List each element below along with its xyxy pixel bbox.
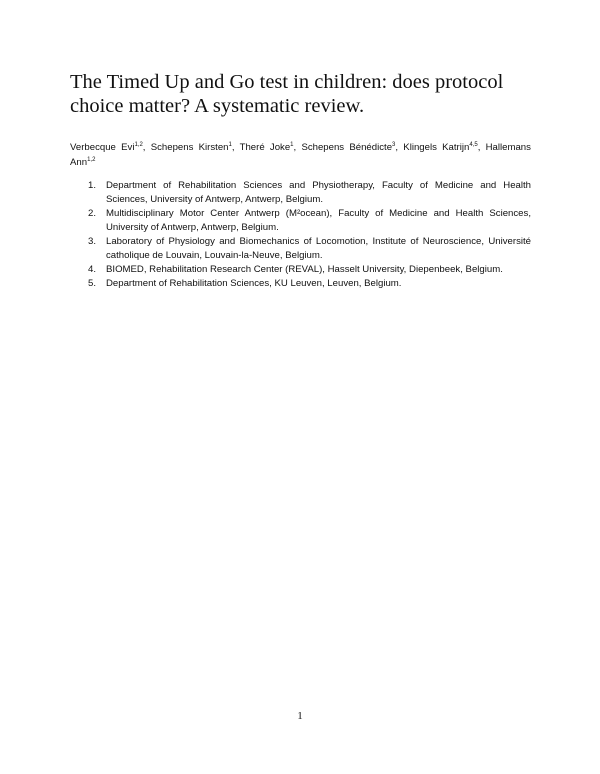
affiliation-number: 4. (88, 264, 97, 275)
affiliation-item (88, 235, 531, 263)
author-separator: , (142, 142, 151, 153)
affiliation-item (88, 263, 531, 277)
affiliation-number: 5. (88, 278, 97, 289)
affiliation-number: 1. (88, 180, 97, 191)
affiliation-item (88, 277, 531, 291)
author (403, 142, 485, 153)
author-affiliation-marker: 1 (290, 141, 294, 148)
author-affiliation-marker: 4,5 (469, 141, 478, 148)
affiliation-list (88, 179, 531, 291)
affiliation-text: Department of Rehabilitation Sciences and Physiotherapy, Faculty of Medicine and Health Sciences, University of Antwerp, Antwerp, Belgium. (106, 180, 531, 205)
affiliation-text: BIOMED, Rehabilitation Research Center (REVAL), Hasselt University, Diepenbeek, Belgium. (106, 264, 503, 275)
paper-title: The Timed Up and Go test in children: does protocol choice matter? A systematic review. (70, 71, 504, 117)
author-list (70, 140, 531, 170)
affiliation-item (88, 207, 531, 235)
author-affiliation-marker: 3 (392, 141, 396, 148)
author-name: Hallemans Ann (70, 142, 531, 168)
affiliation-number: 2. (88, 208, 97, 219)
author-name: Schepens Bénédicte (301, 142, 393, 153)
author (301, 142, 403, 153)
author-separator: , (395, 142, 404, 153)
author (240, 142, 302, 153)
author-affiliation-marker: 1 (228, 141, 232, 148)
author-affiliation-marker: 1,2 (87, 156, 96, 163)
author-name: Theré Joke (239, 142, 291, 153)
author-name: Verbecque Evi (70, 142, 135, 153)
author-name: Schepens Kirsten (150, 142, 229, 153)
affiliation-item (88, 179, 531, 207)
author (70, 142, 151, 153)
page-number: 1 (297, 710, 303, 722)
author-separator: , (293, 142, 302, 153)
author-separator: , (231, 142, 240, 153)
author-separator: , (477, 142, 486, 153)
affiliation-text: Multidisciplinary Motor Center Antwerp (M²ocean), Faculty of Medicine and Health Sciences, University of Antwerp, Antwerp, Belgium. (106, 208, 531, 233)
affiliation-text: Department of Rehabilitation Sciences, KU Leuven, Leuven, Belgium. (106, 278, 402, 289)
affiliation-text: Laboratory of Physiology and Biomechanics of Locomotion, Institute of Neuroscience, Université catholique de Louvain, Louvain-la-Neuve, Belgium. (106, 236, 531, 261)
author (151, 142, 240, 153)
author-affiliation-marker: 1,2 (134, 141, 143, 148)
author-name: Klingels Katrijn (403, 142, 470, 153)
affiliation-number: 3. (88, 236, 97, 247)
